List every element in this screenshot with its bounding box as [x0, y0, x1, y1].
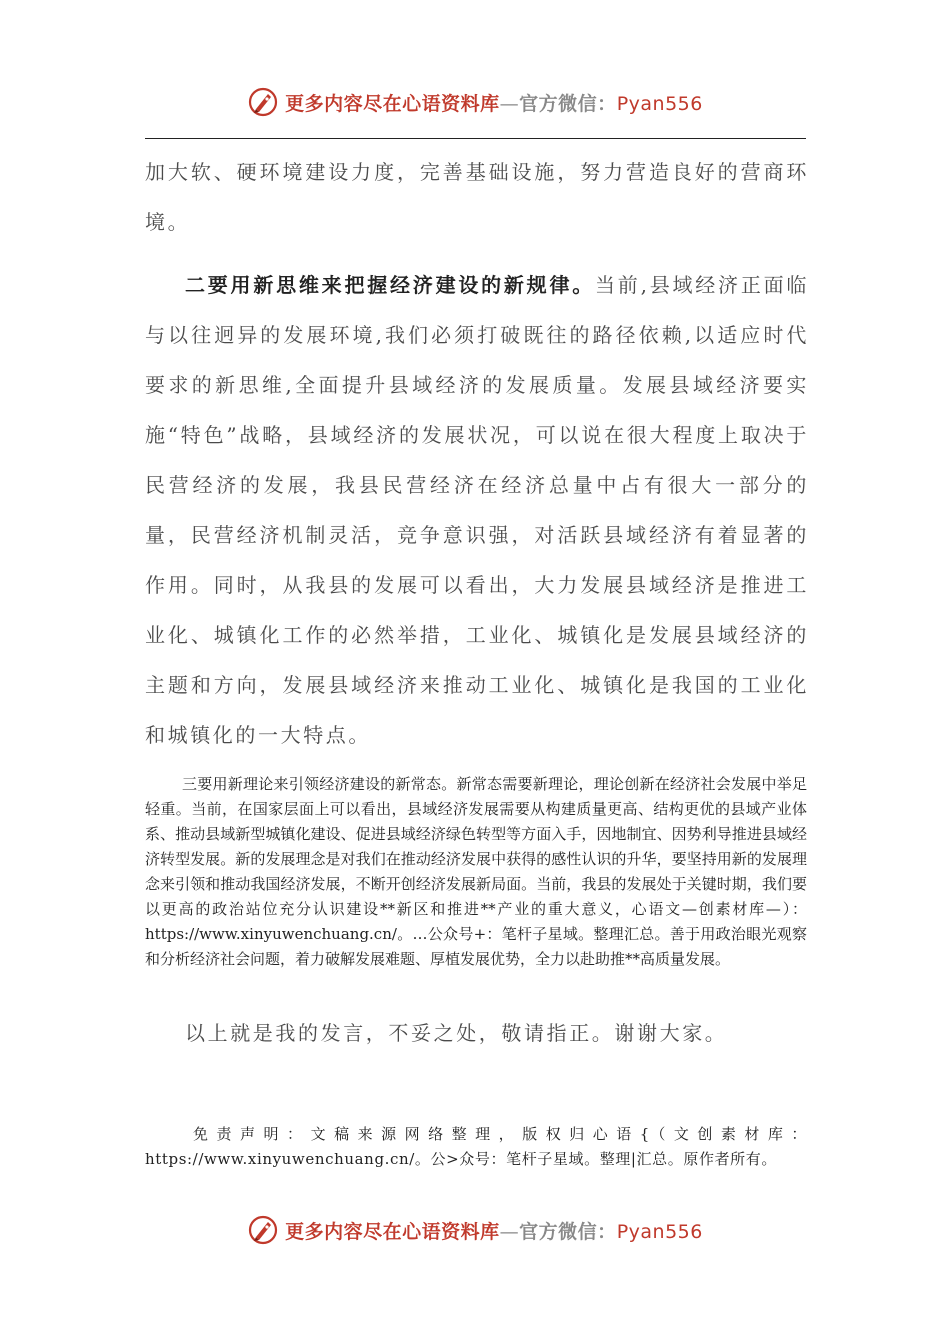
- header-divider: [145, 138, 806, 139]
- brand-main: 更多内容尽在心语资料库: [285, 1220, 500, 1243]
- brand-wechat-id: Pyan556: [616, 1220, 703, 1243]
- closing-remark: 以上就是我的发言，不妥之处，敬请指正。谢谢大家。: [185, 1021, 728, 1045]
- header-brand: [0, 82, 950, 122]
- paragraph-2-lead: 二要用新思维来把握经济建设的新规律。: [185, 273, 596, 297]
- brand-main: 更多内容尽在心语资料库: [285, 92, 500, 115]
- brand-separator: —: [499, 1220, 520, 1243]
- brand-official: 官方微信：: [519, 92, 617, 115]
- paragraph-1: 加大软、硬环境建设力度，完善基础设施，努力营造良好的营商环境。: [145, 160, 809, 234]
- brand-text: [285, 89, 703, 116]
- paragraph-3: 三要用新理论来引领经济建设的新常态。新常态需要新理论，理论创新在经济社会发展中举足轻重。当前，在国家层面上可以看出，县域经济发展需要从构建质量更高、结构更优的县域产业体系、推动县域新型城镇化建设、促进县域经济绿色转型等方面入手，因地制宜、因势利导推进县域经济转型发展。新的发展理念是对我们在推动经济发展中获得的感性认识的升华，要坚持用新的发展理念来引领和推动我国经济发展，不断开创经济发展新局面。当前，我县的发展处于关键时期，我们要以更高的政治站位充分认识建设**新区和推进**产业的重大意义，心语文—创素材库—）：https://www.xinyuwenchuang.cn/。…公众号+：笔杆子星域。整理汇总。善于用政治眼光观察和分析经济社会问题，着力破解发展难题、厚植发展优势，全力以赴助推**高质量发展。: [145, 775, 807, 968]
- footer-brand: [0, 1210, 950, 1250]
- paragraph-2: [145, 260, 809, 760]
- pen-logo-icon: [247, 86, 279, 118]
- disclaimer: 免责声明：文稿来源网络整理，版权归心语{（文创素材库：https://www.xinyuwenchuang.cn/。公>众号：笔杆子星域。整理|汇总。原作者所有。: [145, 1125, 807, 1168]
- brand-separator: —: [499, 92, 520, 115]
- brand-official: 官方微信：: [519, 1220, 617, 1243]
- paragraph-2-body: 当前,县域经济正面临与以往迥异的发展环境,我们必须打破既往的路径依赖,以适应时代要求的新思维,全面提升县域经济的发展质量。发展县域经济要实施“特色”战略，县域经济的发展状况，可以说在很大程度上取决于民营经济的发展，我县民营经济在经济总量中占有很大一部分的量，民营经济机制灵活，竞争意识强，对活跃县域经济有着显著的作用。同时，从我县的发展可以看出，大力发展县域经济是推进工业化、城镇化工作的必然举措，工业化、城镇化是发展县域经济的主题和方向，发展县域经济来推动工业化、城镇化是我国的工业化和城镇化的一大特点。: [145, 273, 809, 747]
- brand-text: [285, 1217, 703, 1244]
- pen-logo-icon: [247, 1214, 279, 1246]
- brand-wechat-id: Pyan556: [616, 92, 703, 115]
